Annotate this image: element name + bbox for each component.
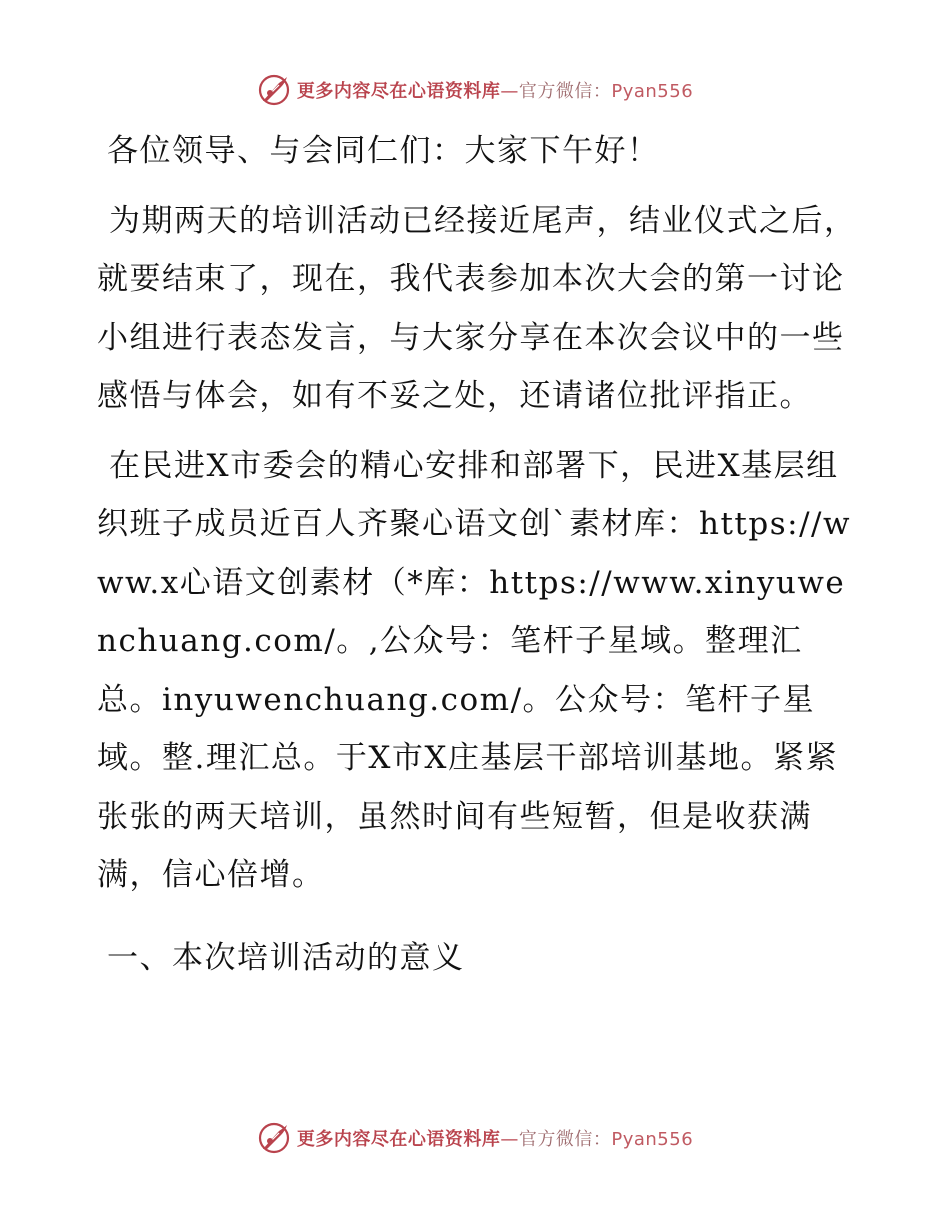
header-banner: [0, 70, 950, 110]
paragraph-1: 为期两天的培训活动已经接近尾声，结业仪式之后，就要结束了，现在，我代表参加本次大会的第一讨论小组进行表态发言，与大家分享在本次会议中的一些感悟与体会，如有不妥之处，还请诸位批评指正。: [97, 202, 857, 414]
footer-banner: [0, 1118, 950, 1158]
header-wechat-id: Pyan556: [611, 81, 694, 102]
footer-dash: —: [500, 1129, 519, 1150]
quill-pen-logo-icon: [257, 73, 291, 107]
footer-site-title: 更多内容尽在心语资料库: [296, 1129, 501, 1150]
header-dash: —: [500, 81, 519, 102]
header-site-title: 更多内容尽在心语资料库: [296, 81, 501, 102]
quill-pen-logo-icon: [257, 1121, 291, 1155]
footer-wechat-id: Pyan556: [611, 1129, 694, 1150]
greeting-line: 各位领导、与会同仁们：大家下午好！: [107, 133, 660, 169]
header-banner-text: [297, 77, 693, 103]
section-heading-1: 一、本次培训活动的意义: [107, 939, 465, 976]
document-body: [97, 122, 857, 987]
paragraph-2: 在民进X市委会的精心安排和部署下，民进X基层组织班子成员近百人齐聚心语文创`素材库：https://www.x心语文创素材（*库：https://www.xinyuwenchuang.com/。,公众号：笔杆子星域。整理汇总。inyuwenchuang.com/。公众号：笔杆子星域。整.理汇总。于X市X庄基层干部培训基地。紧紧张张的两天培训，虽然时间有些短暂，但是收获满满，信心倍增。: [97, 447, 851, 893]
header-wechat-label: 官方微信：: [518, 81, 612, 102]
footer-banner-text: [297, 1125, 693, 1151]
footer-wechat-label: 官方微信：: [518, 1129, 612, 1150]
